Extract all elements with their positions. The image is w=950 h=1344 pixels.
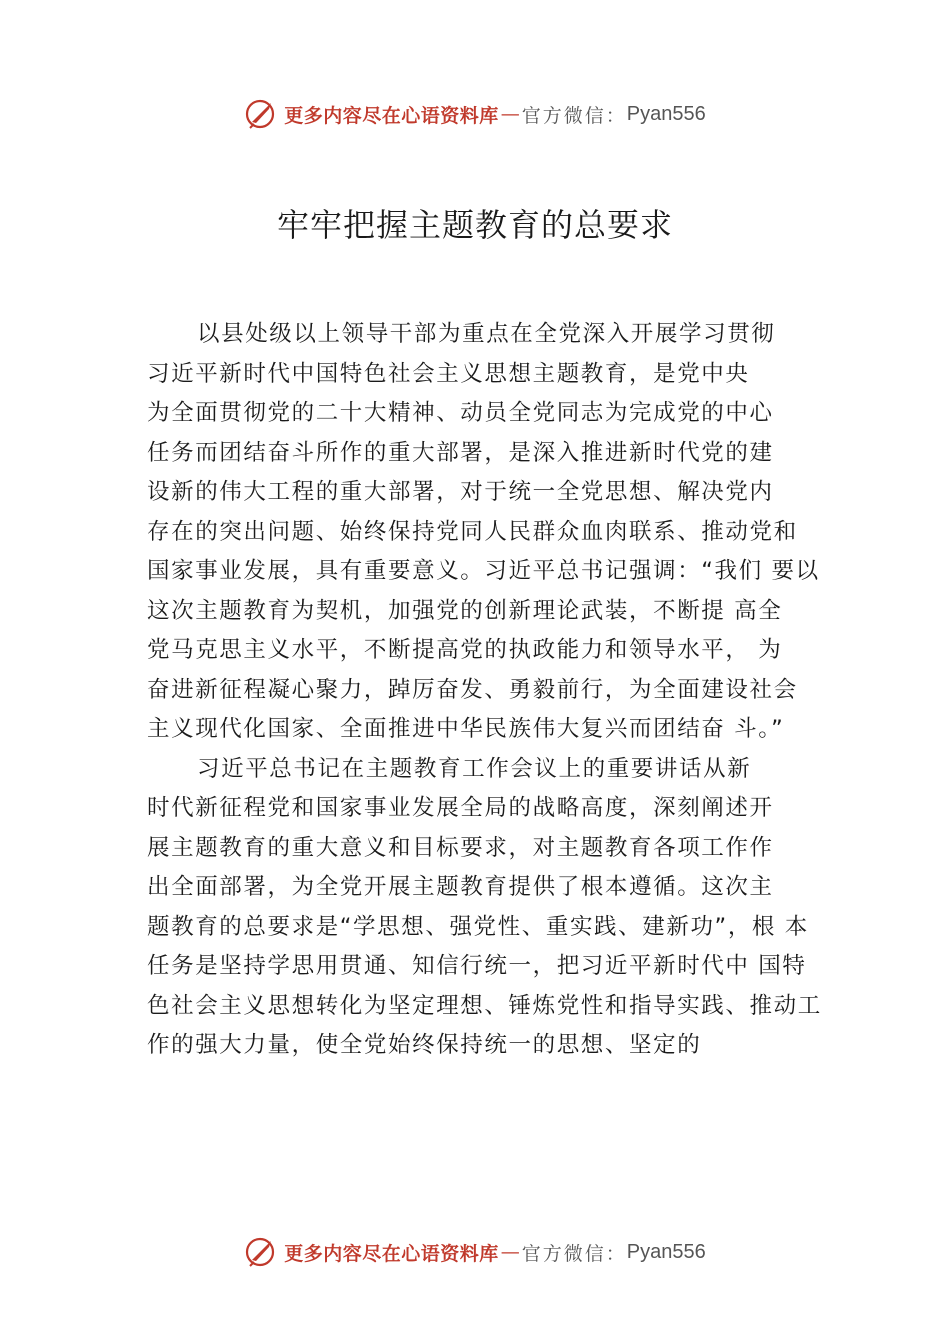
body-line: 存在的突出问题、始终保持党同人民群众血肉联系、推动党和 [147, 518, 798, 545]
body-line: 习近平总书记在主题教育工作会议上的重要讲话从新 [197, 755, 752, 782]
body-line: 题教育的总要求是“学思想、强党性、重实践、建新功”，根 本 [147, 913, 809, 940]
banner-brand: 更多内容尽在心语资料库 [284, 104, 499, 127]
body-line: 主义现代化国家、全面推进中华民族伟大复兴而团结奋 斗。” [147, 716, 785, 742]
body-line: 奋进新征程凝心聚力，踔厉奋发、勇毅前行，为全面建设社会 [147, 676, 798, 703]
banner-wechat-id: Pyan556 [626, 102, 706, 125]
body-line: 任务而团结奋斗所作的重大部署，是深入推进新时代党的建 [147, 439, 774, 466]
document-title: 牢牢把握主题教育的总要求 [276, 206, 673, 244]
footer-banner [0, 1232, 950, 1272]
body-line: 色社会主义思想转化为坚定理想、锤炼党性和指导实践、推动工 [147, 992, 822, 1019]
header-banner [0, 94, 950, 134]
banner-text [284, 101, 706, 128]
document-body [147, 315, 837, 1066]
body-line: 党马克思主义水平，不断提高党的执政能力和领导水平， 为 [147, 637, 783, 663]
body-line: 展主题教育的重大意义和目标要求，对主题教育各项工作作 [147, 834, 774, 861]
banner-brand: 更多内容尽在心语资料库 [284, 1242, 499, 1265]
banner-wechat-label: 官方微信： [521, 104, 627, 127]
banner-wechat-id: Pyan556 [626, 1240, 706, 1263]
body-line: 这次主题教育为契机，加强党的创新理论武装，不断提 高全 [147, 597, 783, 624]
body-line: 时代新征程党和国家事业发展全局的战略高度，深刻阐述开 [147, 795, 774, 821]
body-line: 出全面部署，为全党开展主题教育提供了根本遵循。这次主 [147, 874, 774, 900]
body-line: 任务是坚持学思用贯通、知信行统一，把习近平新时代中 国特 [147, 953, 807, 979]
quill-logo-icon [244, 97, 278, 131]
body-line: 为全面贯彻党的二十大精神、动员全党同志为完成党的中心 [147, 400, 774, 426]
quill-logo-icon [244, 1235, 278, 1269]
banner-separator: — [500, 103, 520, 125]
body-line: 作的强大力量，使全党始终保持统一的思想、坚定的 [147, 1032, 702, 1058]
banner-wechat-label: 官方微信： [521, 1242, 627, 1265]
banner-separator: — [500, 1241, 520, 1263]
body-line: 习近平新时代中国特色社会主义思想主题教育，是党中央 [147, 360, 750, 387]
banner-text [284, 1239, 706, 1266]
body-line: 以县处级以上领导干部为重点在全党深入开展学习贯彻 [197, 321, 776, 347]
body-line: 国家事业发展，具有重要意义。习近平总书记强调：“我们 要以 [147, 558, 820, 584]
body-line: 设新的伟大工程的重大部署，对于统一全党思想、解决党内 [147, 479, 774, 505]
